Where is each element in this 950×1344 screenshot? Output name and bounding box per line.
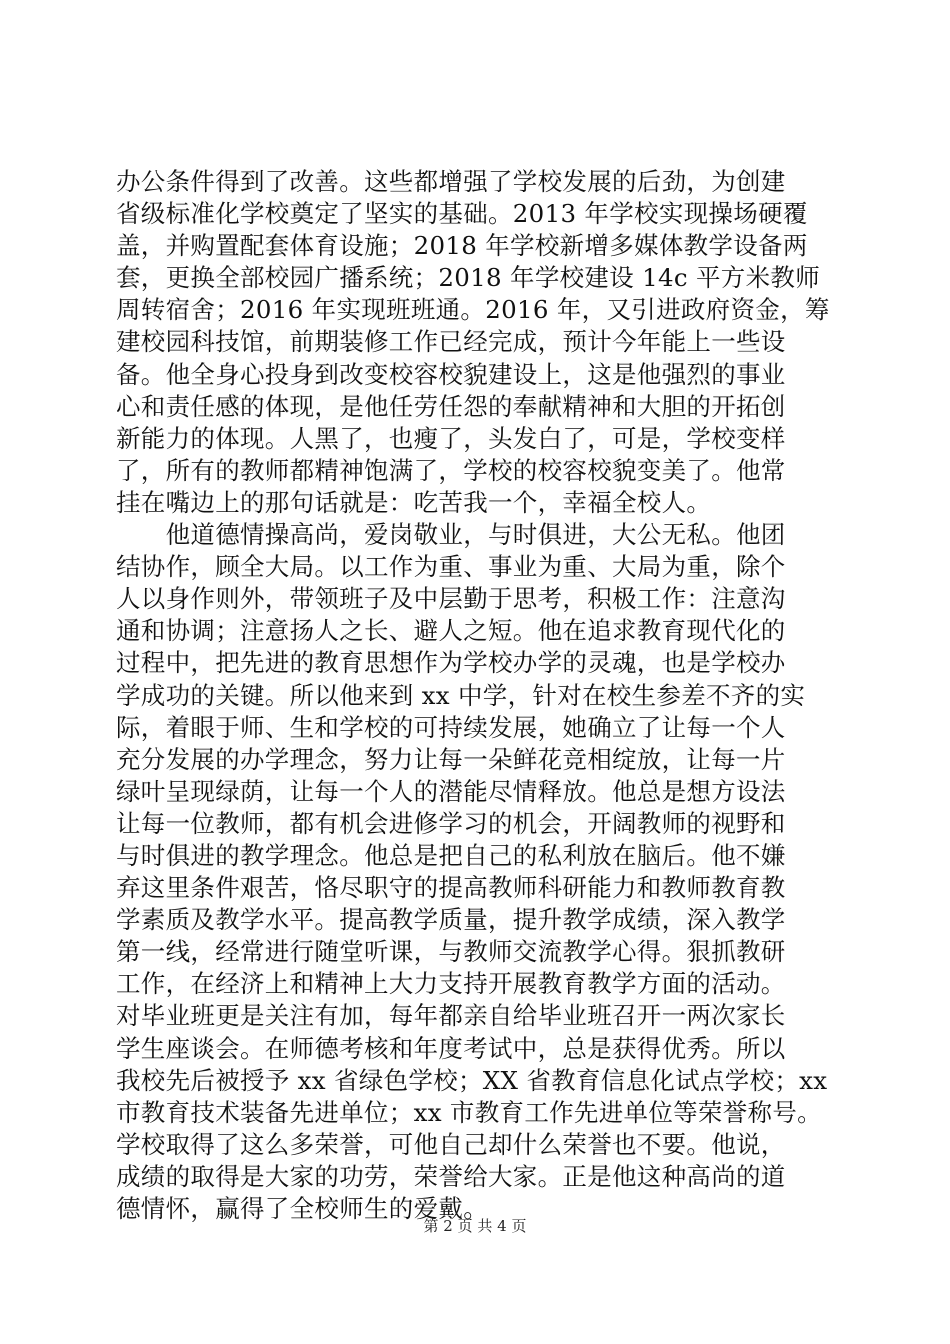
text-line: 周转宿舍；2016 年实现班班通。2016 年，又引进政府资金，筹: [116, 295, 830, 325]
text-line: 让每一位教师，都有机会进修学习的机会，开阔教师的视野和: [116, 808, 786, 838]
text-line: 了，所有的教师都精神饱满了，学校的校容校貌变美了。他常: [116, 455, 786, 485]
text-line: 弃这里条件艰苦，恪尽职守的提高教师科研能力和教师教育教: [116, 873, 786, 903]
text-line: 学素质及教学水平。提高教学质量，提升教学成绩，深入教学: [116, 905, 786, 935]
text-line: 成绩的取得是大家的功劳，荣誉给大家。正是他这种高尚的道: [116, 1161, 786, 1191]
text-line: 对毕业班更是关注有加，每年都亲自给毕业班召开一两次家长: [116, 1001, 786, 1031]
text-line: 我校先后被授予 xx 省绿色学校；XX 省教育信息化试点学校；xx: [116, 1065, 828, 1095]
text-line: 人以身作则外，带领班子及中层勤于思考，积极工作：注意沟: [116, 584, 786, 614]
text-line: 充分发展的办学理念，努力让每一朵鲜花竞相绽放，让每一片: [116, 744, 786, 774]
text-line: 第一线，经常进行随堂听课，与教师交流教学心得。狠抓教研: [116, 937, 786, 967]
text-line: 学生座谈会。在师德考核和年度考试中，总是获得优秀。所以: [116, 1033, 786, 1063]
text-line: 学成功的关键。所以他来到 xx 中学，针对在校生参差不齐的实: [116, 680, 806, 710]
page-number-footer: 第 2 页 共 4 页: [423, 1217, 527, 1235]
text-line: 结协作，顾全大局。以工作为重、事业为重、大局为重，除个: [116, 552, 786, 582]
text-line: 新能力的体现。人黑了，也瘦了，头发白了，可是，学校变样: [116, 423, 786, 453]
text-line: 市教育技术装备先进单位；xx 市教育工作先进单位等荣誉称号。: [116, 1097, 822, 1127]
text-line: 他道德情操高尚，爱岗敬业，与时俱进，大公无私。他团: [116, 520, 786, 550]
text-line: 建校园科技馆，前期装修工作已经完成，预计今年能上一些设: [116, 327, 786, 357]
text-line: 盖，并购置配套体育设施；2018 年学校新增多媒体教学设备两: [116, 231, 808, 261]
text-line: 过程中，把先进的教育思想作为学校办学的灵魂，也是学校办: [116, 648, 786, 678]
text-line: 学校取得了这么多荣誉，可他自己却什么荣誉也不要。他说，: [116, 1129, 786, 1159]
text-line: 心和责任感的体现，是他任劳任怨的奉献精神和大胆的开拓创: [116, 391, 786, 421]
text-line: 省级标准化学校奠定了坚实的基础。2013 年学校实现操场硬覆: [116, 199, 808, 229]
text-line: 办公条件得到了改善。这些都增强了学校发展的后劲，为创建: [116, 167, 786, 196]
text-line: 备。他全身心投身到改变校容校貌建设上，这是他强烈的事业: [116, 359, 786, 389]
text-line: 际，着眼于师、生和学校的可持续发展，她确立了让每一个人: [116, 712, 786, 742]
document-body: [116, 166, 856, 1225]
text-line: 与时俱进的教学理念。他总是把自己的私利放在脑后。他不嫌: [116, 840, 786, 870]
text-line: 通和协调；注意扬人之长、避人之短。他在追求教育现代化的: [116, 616, 786, 646]
text-line: 套，更换全部校园广播系统；2018 年学校建设 14c 平方米教师: [116, 263, 821, 293]
text-line: 德情怀，赢得了全校师生的爱戴。: [116, 1194, 488, 1223]
text-line: 工作，在经济上和精神上大力支持开展教育教学方面的活动。: [116, 969, 786, 999]
text-line: 绿叶呈现绿荫，让每一个人的潜能尽情释放。他总是想方设法: [116, 776, 786, 806]
text-line: 挂在嘴边上的那句话就是：吃苦我一个，幸福全校人。: [116, 487, 712, 517]
